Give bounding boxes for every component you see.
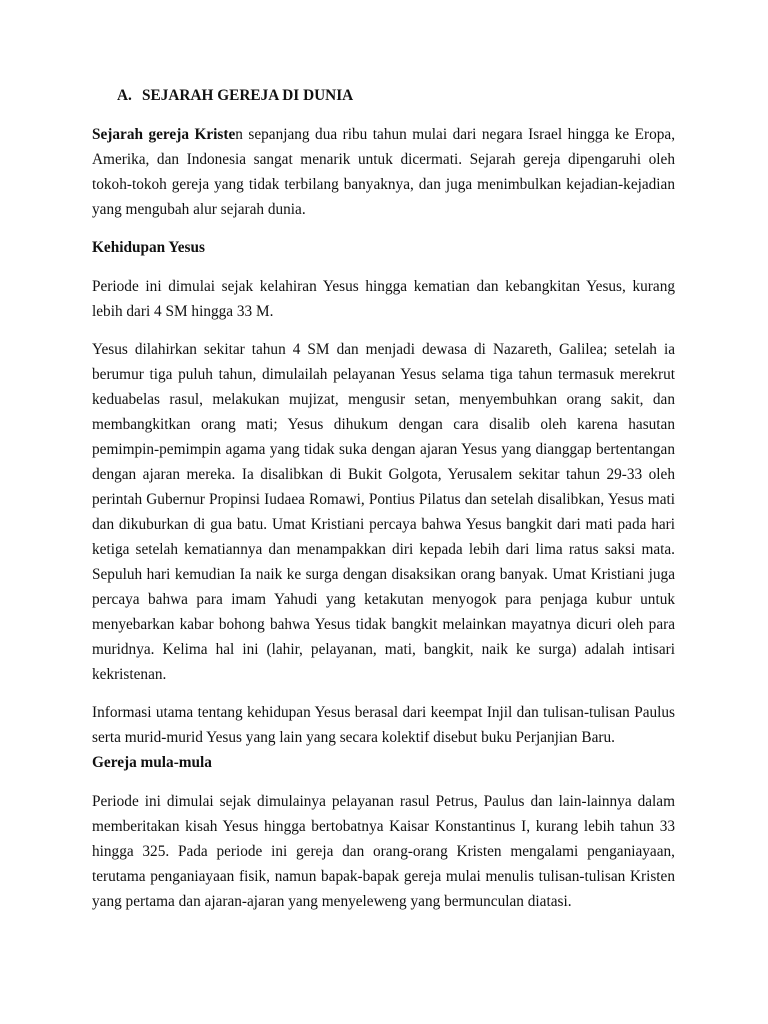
section-heading <box>92 84 675 108</box>
subsection-heading-kehidupan-yesus: Kehidupan Yesus <box>92 239 205 256</box>
paragraph: Periode ini dimulai sejak kelahiran Yesus hingga kematian dan kebangkitan Yesus, kurang lebih dari 4 SM hingga 33 M. <box>92 278 675 320</box>
document-page <box>92 84 675 927</box>
paragraph: Periode ini dimulai sejak dimulainya pelayanan rasul Petrus, Paulus dan lain-lainnya dalam memberitakan kisah Yesus hingga bertobatnya Kaisar Konstantinus I, kurang lebih tahun 33 hingga 325. Pada periode ini gereja dan orang-orang Kristen mengalami penganiayaan, terutama penganiayaan fisik, namun bapak-bapak gereja mulai menulis tulisan-tulisan Kristen yang pertama dan ajaran-ajaran yang menyeleweng yang bermunculan diatasi. <box>92 793 675 910</box>
paragraph: Yesus dilahirkan sekitar tahun 4 SM dan menjadi dewasa di Nazareth, Galilea; setelah ia berumur tiga puluh tahun, dimulailah pelayanan Yesus selama tiga tahun termasuk merekrut keduabelas rasul, melakukan mujizat, mengusir setan, menyembuhkan orang sakit, dan membangkitkan orang mati; Yesus dihukum dengan cara disalib oleh karena hasutan pemimpin-pemimpin agama yang tidak suka dengan ajaran Yesus yang dianggap bertentangan dengan ajaran mereka. Ia disalibkan di Bukit Golgota, Yerusalem sekitar tahun 29-33 oleh perintah Gubernur Propinsi Iudaea Romawi, Pontius Pilatus dan setelah disalibkan, Yesus mati dan dikuburkan di gua batu. Umat Kristiani percaya bahwa Yesus bangkit dari mati pada hari ketiga setelah kematiannya dan menampakkan diri kepada lebih dari lima ratus saksi mata. Sepuluh hari kemudian Ia naik ke surga dengan disaksikan orang banyak. Umat Kristiani juga percaya bahwa para imam Yahudi yang ketakutan menyogok para penjaga kubur untuk menyebarkan kabar bohong bahwa Yesus tidak bangkit melainkan mayatnya dicuri oleh para muridnya. Kelima hal ini (lahir, pelayanan, mati, bangkit, naik ke surga) adalah intisari kekristenan. <box>92 341 675 683</box>
subsection-heading-gereja-mula-mula: Gereja mula-mula <box>92 754 212 771</box>
intro-paragraph <box>92 122 675 222</box>
section-number: A. <box>117 87 132 104</box>
section-title: SEJARAH GEREJA DI DUNIA <box>142 87 354 104</box>
paragraph: Informasi utama tentang kehidupan Yesus berasal dari keempat Injil dan tulisan-tulisan Paulus serta murid-murid Yesus yang lain yang secara kolektif disebut buku Perjanjian Baru. <box>92 704 675 746</box>
intro-text: n sepanjang dua ribu tahun mulai dari negara Israel hingga ke Eropa, Amerika, dan Indonesia sangat menarik untuk dicermati. Sejarah gereja dipengaruhi oleh tokoh-tokoh gereja yang tidak terbilang banyaknya, dan juga menimbulkan kejadian-kejadian yang mengubah alur sejarah dunia. <box>92 126 676 218</box>
intro-bold-lead: Sejarah gereja Kriste <box>92 126 236 143</box>
